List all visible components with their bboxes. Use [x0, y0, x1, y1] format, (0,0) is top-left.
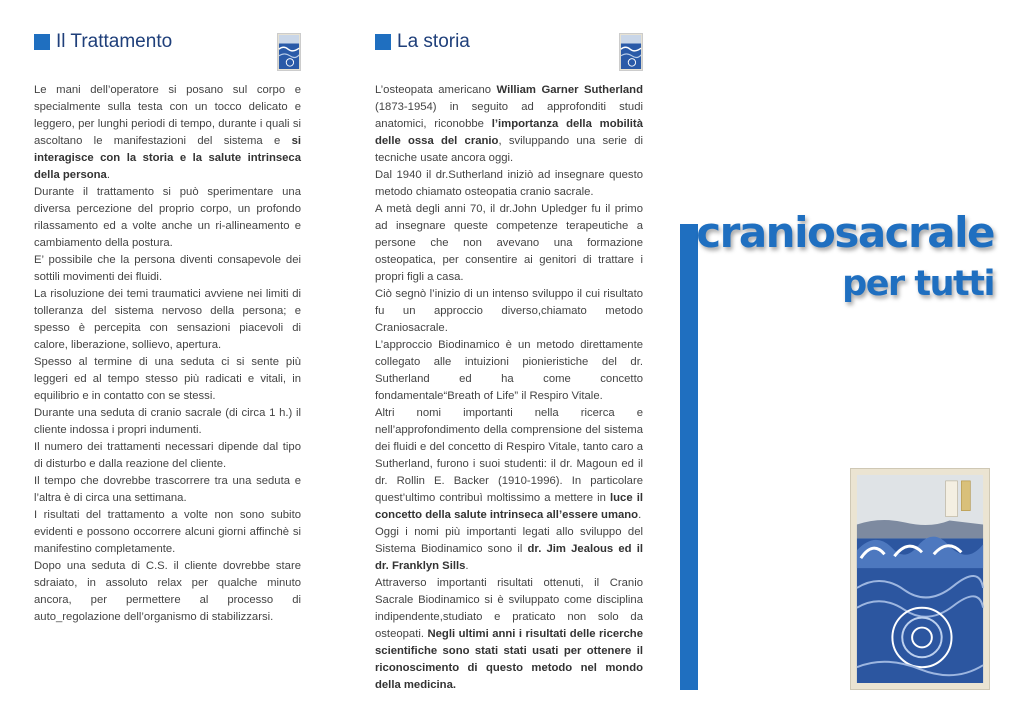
text-run: Ciò segnò l’inizio di un intenso sviluppo il cui risultato fu un approccio diverso,chiamato metodo Craniosacrale.: [375, 288, 643, 334]
text-run: Le mani dell’operatore si posano sul corpo e specialmente sulla testa con un tocco delicato e leggero, per lunghi periodi di tempo, durante i quali si ascoltano le manifestazioni del sistema e: [34, 84, 301, 147]
text-run: Il numero dei trattamenti necessari dipende dal tipo di disturbo e dalla reazione del cliente.: [34, 441, 301, 470]
column-storia: [375, 30, 643, 694]
bold-text: l’importanza della mobilità delle ossa del cranio: [375, 118, 643, 147]
column-trattamento: [34, 30, 301, 626]
text-run: A metà degli anni 70, il dr.John Upledger fu il primo ad insegnare queste competenze terapeutiche a persone che non avevano una formazione osteopatica, per consentire ai genitori di trattare i propri figli a casa.: [375, 203, 643, 283]
paragraph: [375, 201, 643, 286]
section-heading: La storia: [397, 31, 470, 52]
blue-square-icon: [375, 34, 391, 50]
text-run: Durante il trattamento si può sperimentare una diversa percezione del proprio corpo, un profondo rilassamento ed a volte anche un ri-allineamento e cambiamento della postura.: [34, 186, 301, 249]
text-run: .: [465, 560, 469, 572]
bold-text: si interagisce con la storia e la salute intrinseca della persona: [34, 135, 301, 181]
text-run: .: [106, 169, 110, 181]
paragraph: [34, 507, 301, 558]
paragraph: [375, 82, 643, 167]
paragraph: [34, 405, 301, 439]
text-run: La risoluzione dei temi traumatici avviene nei limiti di tolleranza del sistema nervoso della persona; e spesso è percepita con sensazioni piacevoli di calore, liberazione, sollievo, apertura.: [34, 288, 301, 351]
paragraph: [375, 575, 643, 694]
section-header: [34, 30, 301, 74]
text-run: Altri nomi importanti nella ricerca e nell’approfondimento della comprensione del sistema dei fluidi e del concetto di Respiro Vitale, tanto caro a Sutherland, furono i suoi studenti: il dr. Magoun ed il dr. Rollin E. Backer (1910-1996). In particolare quest’ultimo contribuì moltissimo a mettere in: [375, 407, 643, 504]
bold-text: luce il concetto della salute intrinseca all’essere umano: [375, 492, 643, 521]
bold-text: Negli ultimi anni i risultati delle ricerche scientifiche sono stati stati usati per ottenere il riconoscimento di questo metodo nel mondo della medicina.: [375, 628, 643, 691]
text-run: Durante una seduta di cranio sacrale (di circa 1 h.) il cliente indossa i propri indumenti.: [34, 407, 301, 436]
text-run: I risultati del trattamento a volte non sono subito evidenti e possono occorrere alcuni giorni affinchè si manifestino completamente.: [34, 509, 301, 555]
text-run: Dopo una seduta di C.S. il cliente dovrebbe stare sdraiato, in assoluto relax per qualche minuto ancora, per permettere al processo di auto_regolazione dell’organismo di stabilizzarsi.: [34, 560, 301, 623]
paragraph: [375, 524, 643, 575]
paragraph: [34, 473, 301, 507]
text-run: (1873-1954) in seguito ad approfonditi studi anatomici, riconobbe: [375, 101, 643, 130]
text-run: Oggi i nomi più importanti legati allo sviluppo del Sistema Biodinamico sono il: [375, 526, 643, 555]
section-heading: Il Trattamento: [56, 31, 173, 52]
wave-thumbnail-icon: [619, 33, 643, 71]
section-header: [375, 30, 643, 74]
text-run: Attraverso importanti risultati ottenuti, il Cranio Sacrale Biodinamico si è sviluppato come disciplina indipendente,studiato e praticato non solo da osteopati.: [375, 577, 643, 640]
paragraph: [34, 184, 301, 252]
paragraph: [375, 405, 643, 524]
paragraph: [34, 354, 301, 405]
text-run: L’osteopata americano: [375, 84, 497, 96]
paragraph: [34, 286, 301, 354]
text-run: , sviluppando una serie di tecniche usate ancora oggi.: [375, 135, 643, 164]
paragraph: [34, 252, 301, 286]
bold-text: William Garner Sutherland: [496, 84, 643, 96]
text-run: L’approccio Biodinamico è un metodo direttamente collegato alle intuizioni pionieristiche del dr. Sutherland ed ha come concetto fondamentale“Breath of Life” il Respiro Vitale.: [375, 339, 643, 402]
accent-bar: [680, 224, 698, 690]
cover-subtitle: per tutti: [842, 264, 994, 304]
body-text: [375, 82, 643, 694]
text-run: E’ possibile che la persona diventi consapevole dei sottili movimenti dei fluidi.: [34, 254, 301, 283]
wave-artwork: [850, 468, 990, 690]
paragraph: [34, 82, 301, 184]
paragraph: [34, 439, 301, 473]
text-run: Spesso al termine di una seduta ci si sente più leggeri ed al tempo stesso più radicati e vitali, in equilibrio e in contatto con se stessi.: [34, 356, 301, 402]
text-run: Il tempo che dovrebbe trascorrere tra una seduta e l’altra è di circa una settimana.: [34, 475, 301, 504]
cover-title: craniosacrale: [696, 208, 994, 257]
text-run: .: [638, 509, 642, 521]
paragraph: [375, 286, 643, 337]
paragraph: [375, 337, 643, 405]
paragraph: [34, 558, 301, 626]
bold-text: dr. Jim Jealous ed il dr. Franklyn Sills: [375, 543, 643, 572]
blue-square-icon: [34, 34, 50, 50]
paragraph: [375, 167, 643, 201]
text-run: Dal 1940 il dr.Sutherland iniziò ad insegnare questo metodo chiamato osteopatia cranio sacrale.: [375, 169, 643, 198]
body-text: [34, 82, 301, 626]
wave-thumbnail-icon: [277, 33, 301, 71]
